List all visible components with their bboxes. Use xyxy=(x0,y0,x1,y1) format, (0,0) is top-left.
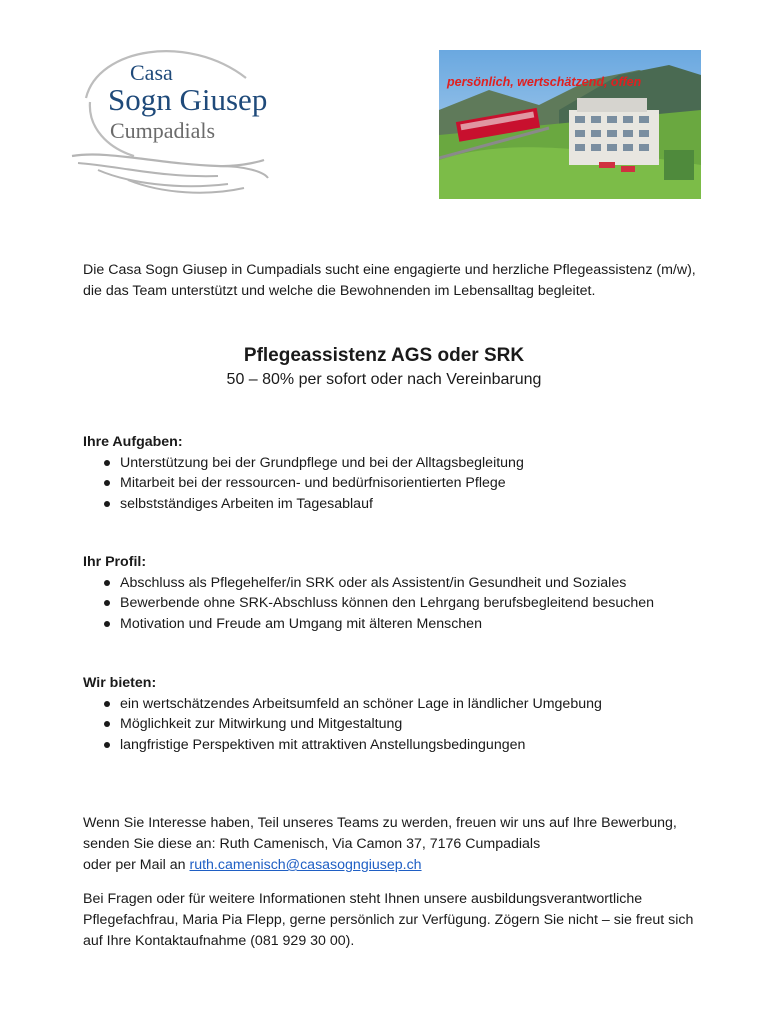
contact-line: Wenn Sie Interesse haben, Teil unseres Teams zu werden, freuen wir uns auf Ihre Bewerbung, xyxy=(83,815,677,831)
job-subtitle: 50 – 80% per sofort oder nach Vereinbarung xyxy=(226,371,542,388)
contact-paragraph xyxy=(83,813,723,876)
logo-place-text: Cumpadials xyxy=(110,118,216,143)
list-item xyxy=(83,614,654,634)
list-item xyxy=(83,694,602,714)
questions-line: auf Ihre Kontaktaufnahme (081 929 30 00). xyxy=(83,933,355,949)
intro-line: Die Casa Sogn Giusep in Cumpadials sucht eine engagierte und herzliche Pflegeassistenz (m/w), xyxy=(83,262,696,278)
list-item xyxy=(83,573,654,593)
profile-list xyxy=(83,573,654,634)
contact-line xyxy=(83,855,723,876)
task-list xyxy=(83,453,524,514)
list-item xyxy=(83,453,524,473)
list-item-text: Bewerbende ohne SRK-Abschluss können den Lehrgang berufsbegleitend besuchen xyxy=(120,595,654,612)
list-item xyxy=(83,473,524,493)
offer-list xyxy=(83,694,602,755)
contact-mail-prefix: oder per Mail an xyxy=(83,857,186,873)
section-title: Wir bieten: xyxy=(83,675,157,691)
list-item-text: Motivation und Freude am Umgang mit älteren Menschen xyxy=(120,615,482,632)
section-title: Ihr Profil: xyxy=(83,554,147,570)
intro-paragraph xyxy=(83,260,723,302)
list-item xyxy=(83,735,602,755)
company-logo xyxy=(68,38,280,198)
list-item-text: Mitarbeit bei der ressourcen- und bedürfnisorientierten Pflege xyxy=(120,475,506,492)
section-tasks xyxy=(83,432,524,514)
bullet-icon xyxy=(104,600,110,606)
list-item xyxy=(83,714,602,734)
email-link[interactable]: ruth.camenisch@casasogngiusep.ch xyxy=(189,857,422,873)
list-item-text: Unterstützung bei der Grundpflege und bei der Alltagsbegleitung xyxy=(120,455,524,471)
list-item-text: ein wertschätzendes Arbeitsumfeld an schöner Lage in ländlicher Umgebung xyxy=(120,696,602,712)
questions-paragraph xyxy=(83,889,723,952)
questions-line: Bei Fragen oder für weitere Informationen steht Ihnen unsere ausbildungsverantwortliche xyxy=(83,891,643,907)
logo-name-text: Sogn Giusep xyxy=(108,82,268,117)
landscape-photo xyxy=(439,50,701,199)
list-item-text: selbstständiges Arbeiten im Tagesablauf xyxy=(120,495,373,512)
job-title: Pflegeassistenz AGS oder SRK xyxy=(243,345,525,366)
section-profile xyxy=(83,552,654,634)
list-item xyxy=(83,494,524,514)
bullet-icon xyxy=(104,580,110,586)
bullet-icon xyxy=(104,721,110,727)
bullet-icon xyxy=(104,501,110,507)
logo-casa-text: Casa xyxy=(130,60,173,85)
list-item-text: Abschluss als Pflegehelfer/in SRK oder als Assistent/in Gesundheit und Soziales xyxy=(120,575,627,591)
section-offer xyxy=(83,673,602,755)
list-item-text: Möglichkeit zur Mitwirkung und Mitgestaltung xyxy=(120,716,403,733)
questions-line: Pflegefachfrau, Maria Pia Flepp, gerne persönlich zur Verfügung. Zögern Sie nicht – sie freut sich xyxy=(83,912,694,928)
header-photo xyxy=(439,50,701,199)
bullet-icon xyxy=(104,742,110,748)
slogan-text: persönlich, wertschätzend, offen xyxy=(447,75,642,89)
list-item xyxy=(83,593,654,613)
bullet-icon xyxy=(104,621,110,627)
bullet-icon xyxy=(104,460,110,466)
section-title: Ihre Aufgaben: xyxy=(83,434,183,450)
contact-line: senden Sie diese an: Ruth Camenisch, Via Camon 37, 7176 Cumpadials xyxy=(83,836,541,852)
list-item-text: langfristige Perspektiven mit attraktiven Anstellungsbedingungen xyxy=(120,736,526,753)
intro-line: die das Team unterstützt und welche die Bewohnenden im Lebensalltag begleitet. xyxy=(83,283,596,299)
bullet-icon xyxy=(104,480,110,486)
bullet-icon xyxy=(104,701,110,707)
